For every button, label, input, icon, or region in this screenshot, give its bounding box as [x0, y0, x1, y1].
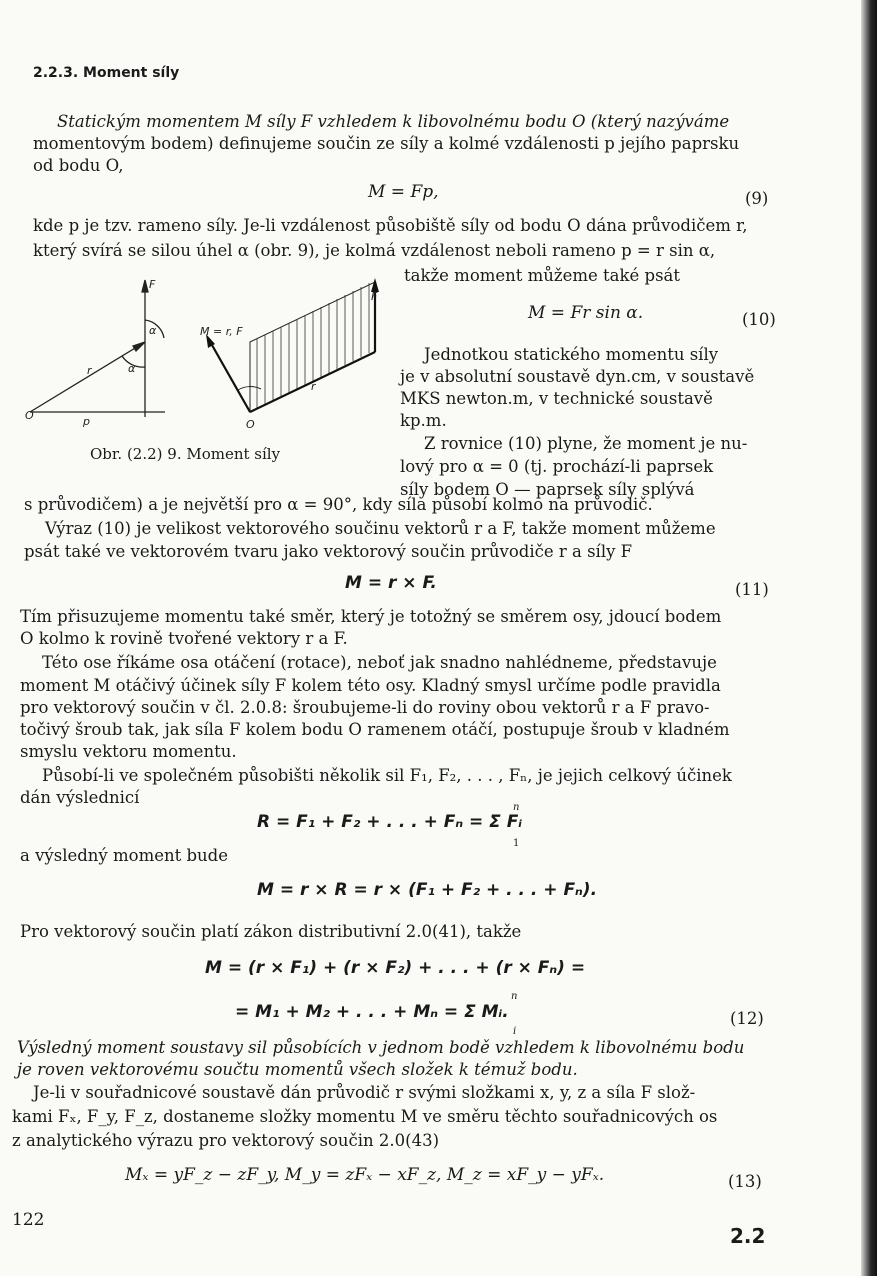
- paragraph-line: lový pro α = 0 (tj. prochází-li paprsek: [400, 457, 714, 476]
- paragraph-line: momentovým bodem) definujeme součin ze síly a kolmé vzdálenosti p jejího paprsku: [33, 134, 740, 153]
- paragraph-line: psát také ve vektorovém tvaru jako vektorový součin průvodiče r a síly F: [24, 542, 633, 561]
- section-heading: 2.2.3. Moment síly: [33, 65, 180, 81]
- paragraph-line: MKS newton.m, v technické soustavě: [400, 389, 713, 408]
- paragraph-line: Statickým momentem M síly F vzhledem k libovolnému bodu O (který nazýváme: [57, 112, 730, 131]
- equation-13: Mₓ = yF_z − zF_y, M_y = zFₓ − xF_z, M_z = xF_y − yFₓ.: [125, 1165, 605, 1185]
- paragraph-line: kp.m.: [400, 411, 447, 430]
- paragraph-line: O kolmo k rovině tvořené vektory r a F.: [20, 629, 348, 648]
- chapter-marker: 2.2: [730, 1224, 766, 1248]
- equation-11: M = r × F.: [345, 573, 437, 593]
- paragraph-line: dán výslednicí: [20, 788, 140, 807]
- equation-number: (13): [728, 1172, 762, 1191]
- paragraph-line: a výsledný moment bude: [20, 846, 228, 865]
- figure-caption: Obr. (2.2) 9. Moment síly: [90, 445, 281, 463]
- paragraph-line: Této ose říkáme osa otáčení (rotace), neboť jak snadno nahlédneme, představuje: [42, 653, 717, 672]
- paragraph-line: točivý šroub tak, jak síla F kolem bodu O ramenem otáčí, postupuje šroub v kladném: [20, 720, 730, 739]
- moment-figure: [25, 272, 395, 432]
- paragraph-line: od bodu O,: [33, 156, 124, 175]
- paragraph-line: smyslu vektoru momentu.: [20, 742, 237, 761]
- theorem-line: je roven vektorovému součtu momentů všech složek k témuž bodu.: [17, 1060, 578, 1079]
- figure-label: O: [25, 409, 34, 422]
- equation-10: M = Fr sin α.: [528, 303, 644, 323]
- paragraph-line: je v absolutní soustavě dyn.cm, v soustavě: [400, 367, 755, 386]
- equation-resultant: R = F₁ + F₂ + . . . + Fₙ = Σ Fᵢ: [257, 812, 523, 832]
- paragraph-line: síly bodem O — paprsek síly splývá: [400, 480, 695, 499]
- sum-upper-limit: n: [511, 991, 518, 1002]
- figure-label: α: [149, 324, 157, 337]
- equation-number: (11): [735, 580, 769, 599]
- paragraph-line: z analytického výrazu pro vektorový součin 2.0(43): [12, 1131, 440, 1150]
- figure-label: F: [371, 290, 378, 303]
- equation-moment: M = r × R = r × (F₁ + F₂ + . . . + Fₙ).: [257, 880, 598, 900]
- paragraph-line: kami Fₓ, F_y, F_z, dostaneme složky momentu M ve směru těchto souřadnicových os: [12, 1107, 718, 1126]
- equation-9: M = Fp,: [368, 182, 439, 202]
- paragraph-line: kde p je tzv. rameno síly. Je-li vzdálenost působiště síly od bodu O dána průvodičem r,: [33, 216, 748, 235]
- paragraph-line: Působí-li ve společném působišti několik sil F₁, F₂, . . . , Fₙ, je jejich celkový účinek: [42, 766, 732, 785]
- paragraph-line: Tím přisuzujeme momentu také směr, který je totožný se směrem osy, jdoucí bodem: [20, 607, 722, 626]
- figure-label: r: [311, 380, 316, 393]
- figure-label: O: [246, 418, 255, 431]
- sum-lower-limit: 1: [513, 838, 520, 849]
- figure-label: r: [87, 364, 92, 377]
- paragraph-line: Z rovnice (10) plyne, že moment je nu-: [424, 434, 748, 453]
- page-number: 122: [12, 1210, 45, 1230]
- paragraph-line: Jednotkou statického momentu síly: [424, 345, 719, 364]
- figure-label: M = r, F: [200, 325, 243, 338]
- sum-lower-limit: i: [513, 1026, 517, 1037]
- equation-number: (12): [730, 1009, 764, 1028]
- paragraph-line: pro vektorový součin v čl. 2.0.8: šroubujeme-li do roviny obou vektorů r a F pravo-: [20, 698, 710, 717]
- equation-12b: = M₁ + M₂ + . . . + Mₙ = Σ Mᵢ.: [235, 1002, 509, 1022]
- figure-label: F: [149, 278, 156, 291]
- figure-label: α: [128, 362, 136, 375]
- paragraph-line: moment M otáčivý účinek síly F kolem této osy. Kladný smysl určíme podle pravidla: [20, 676, 721, 695]
- paragraph-line: který svírá se silou úhel α (obr. 9), je kolmá vzdálenost neboli rameno p = r sin α,: [33, 241, 716, 260]
- paragraph-line: Výraz (10) je velikost vektorového součinu vektorů r a F, takže moment můžeme: [45, 519, 716, 538]
- theorem-line: Výsledný moment soustavy sil působících v jednom bodě vzhledem k libovolnému bodu: [17, 1038, 745, 1057]
- paragraph-line: Je-li v souřadnicové soustavě dán průvodič r svými složkami x, y, z a síla F slož-: [33, 1083, 696, 1102]
- figure-label: p: [83, 415, 90, 428]
- equation-number: (9): [745, 189, 769, 208]
- page-edge-shadow: [861, 0, 877, 1276]
- equation-number: (10): [742, 310, 776, 329]
- equation-12a: M = (r × F₁) + (r × F₂) + . . . + (r × Fₙ) =: [205, 958, 586, 978]
- paragraph-line: s průvodičem) a je největší pro α = 90°, kdy síla působí kolmo na průvodič.: [24, 495, 653, 514]
- sum-upper-limit: n: [513, 802, 520, 813]
- paragraph-line: Pro vektorový součin platí zákon distributivní 2.0(41), takže: [20, 922, 522, 941]
- paragraph-line: takže moment můžeme také psát: [404, 266, 681, 285]
